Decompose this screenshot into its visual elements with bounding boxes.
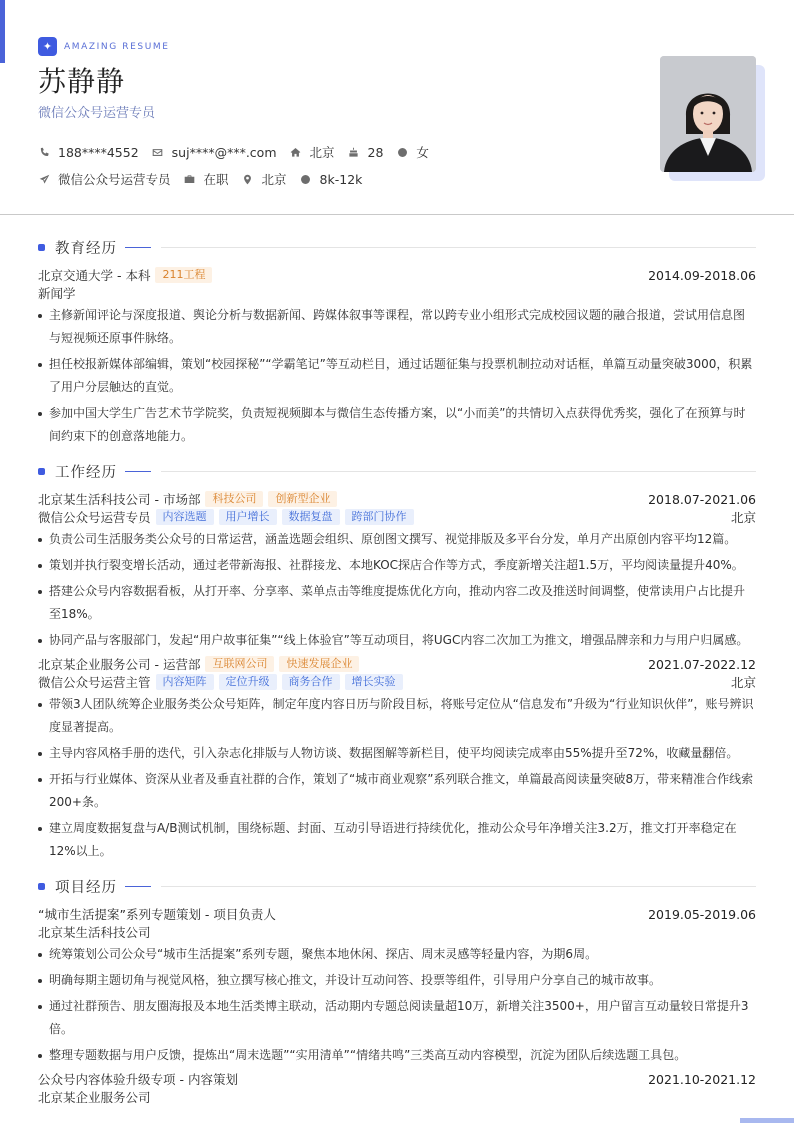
project-bullets (38, 943, 756, 1067)
gender-value: 女 (416, 145, 429, 160)
money-icon (300, 173, 312, 185)
project-org: 北京某生活科技公司 (38, 925, 151, 940)
list-item: 策划并执行裂变增长活动，通过老带新海报、社群接龙、本地KOC探店合作等方式，季度新增关注超1.5万，平均阅读量提升40%。 (38, 554, 756, 577)
status-item (184, 170, 229, 188)
briefcase-icon (184, 173, 196, 185)
school-name: 北京交通大学 - 本科 (38, 268, 151, 283)
education-bullets (38, 304, 756, 448)
section-header-projects (38, 873, 756, 899)
resume-header (38, 37, 638, 188)
education-date: 2014.09-2018.06 (648, 267, 756, 283)
age-value: 28 (367, 144, 384, 160)
job-date: 2018.07-2021.06 (648, 491, 756, 507)
list-item: 主修新闻评论与深度报道、舆论分析与数据新闻、跨媒体叙事等课程，常以跨专业小组形式完成校园议题的融合报道，尝试用信息图与短视频还原事件脉络。 (38, 304, 756, 350)
company-tag: 科技公司 (205, 491, 263, 507)
education-section (38, 234, 756, 448)
job-intent-row (38, 170, 638, 188)
home-item (290, 143, 335, 161)
section-line (161, 471, 756, 472)
gender-icon (396, 146, 408, 158)
education-header-row (38, 266, 756, 284)
role-row (38, 673, 756, 691)
company-row (38, 655, 756, 673)
section-header-work (38, 458, 756, 484)
job-date: 2021.07-2022.12 (648, 656, 756, 672)
section-accent-line (125, 471, 151, 472)
section-line (161, 886, 756, 887)
work-entry (38, 655, 756, 863)
brand-text: AMAZING RESUME (64, 41, 170, 52)
project-date: 2021.10-2021.12 (648, 1071, 756, 1087)
skill-tag: 定位升级 (219, 674, 277, 690)
job-location: 北京 (730, 510, 756, 525)
age-item (348, 145, 384, 160)
project-entry (38, 905, 756, 1067)
role-name: 微信公众号运营主管 (38, 675, 151, 690)
phone-item (38, 145, 139, 160)
list-item: 建立周度数据复盘与A/B测试机制，围绕标题、封面、互动引导语进行持续优化，推动公众号年净增关注3.2万，推文打开率稳定在12%以上。 (38, 817, 756, 863)
sparkle-icon: ✦ (38, 37, 57, 56)
section-marker (38, 883, 45, 890)
section-marker (38, 244, 45, 251)
status-value: 在职 (203, 172, 229, 187)
list-item: 协同产品与客服部门，发起“用户故事征集”“线上体验官”等互动项目，将UGC内容二次加工为推文，增强品牌亲和力与用户归属感。 (38, 629, 756, 652)
project-header-row (38, 1070, 756, 1088)
target-job-value: 微信公众号运营专员 (58, 172, 171, 187)
major-row (38, 284, 756, 302)
education-entry (38, 266, 756, 448)
role-name: 微信公众号运营专员 (38, 510, 151, 525)
section-marker (38, 468, 45, 475)
section-accent-line (125, 247, 151, 248)
list-item: 参加中国大学生广告艺术节学院奖，负责短视频脚本与微信生态传播方案，以“小而美”的共情切入点获得优秀奖，强化了在预算与时间约束下的创意落地能力。 (38, 402, 756, 448)
skill-tag: 数据复盘 (282, 509, 340, 525)
home-icon (290, 146, 302, 158)
list-item: 主导内容风格手册的迭代，引入杂志化排版与人物访谈、数据图解等新栏目，使平均阅读完成率由55%提升至72%，收藏量翻倍。 (38, 742, 756, 765)
location-item (242, 170, 287, 188)
header-divider (0, 214, 794, 215)
role-row (38, 508, 756, 526)
target-job-item (38, 170, 171, 188)
skill-tag: 内容选题 (156, 509, 214, 525)
candidate-title: 微信公众号运营专员 (38, 106, 156, 121)
section-header-education (38, 234, 756, 260)
company-name: 北京某生活科技公司 - 市场部 (38, 492, 201, 507)
cake-icon (348, 146, 360, 158)
school-tag: 211工程 (155, 267, 212, 283)
email-value: suj****@***.com (171, 144, 277, 160)
project-entry (38, 1070, 756, 1106)
company-tag: 创新型企业 (268, 491, 337, 507)
gender-item (396, 143, 429, 161)
projects-section (38, 873, 756, 1106)
company-name: 北京某企业服务公司 - 运营部 (38, 657, 201, 672)
project-name: 公众号内容体验升级专项 - 内容策划 (38, 1072, 238, 1087)
candidate-name: 苏静静 (38, 65, 126, 98)
work-entry (38, 490, 756, 652)
salary-value: 8k-12k (319, 171, 363, 187)
list-item: 负责公司生活服务类公众号的日常运营，涵盖选题会组织、原创图文撰写、视觉排版及多平台分发，单月产出原创内容平均12篇。 (38, 528, 756, 551)
work-section (38, 458, 756, 863)
brand (38, 37, 638, 56)
job-location: 北京 (730, 675, 756, 690)
section-title: 教育经历 (55, 240, 117, 257)
mail-icon (152, 146, 164, 158)
list-item: 通过社群预告、朋友圈海报及本地生活类博主联动，活动期内专题总阅读量超10万，新增关注3500+，用户留言互动量较日常提升3倍。 (38, 995, 756, 1041)
major-name: 新闻学 (38, 286, 76, 301)
home-value: 北京 (309, 145, 335, 160)
email-item (152, 145, 277, 160)
phone-value: 188****4552 (58, 144, 139, 160)
section-line (161, 247, 756, 248)
list-item: 整理专题数据与用户反馈，提炼出“周末选题”“实用清单”“情绪共鸣”三类高互动内容模型，沉淀为团队后续选题工具包。 (38, 1044, 756, 1067)
job-bullets (38, 693, 756, 863)
phone-icon (38, 146, 50, 158)
map-pin-icon (242, 173, 254, 185)
salary-item (300, 172, 363, 187)
skill-tag: 增长实验 (345, 674, 403, 690)
location-value: 北京 (261, 172, 287, 187)
skill-tag: 跨部门协作 (345, 509, 414, 525)
resume-body (38, 234, 756, 1116)
section-title: 工作经历 (55, 464, 117, 481)
list-item: 统筹策划公司公众号“城市生活提案”系列专题，聚焦本地休闲、探店、周末灵感等轻量内容，为期6周。 (38, 943, 756, 966)
company-tag: 互联网公司 (205, 656, 274, 672)
bottom-accent-bar (740, 1118, 794, 1123)
contact-row (38, 143, 638, 161)
section-accent-line (125, 886, 151, 887)
project-date: 2019.05-2019.06 (648, 906, 756, 922)
list-item: 明确每期主题切角与视觉风格，独立撰写核心推文，并设计互动问答、投票等组件，引导用户分享自己的城市故事。 (38, 969, 756, 992)
portrait-illustration (660, 56, 756, 172)
project-org: 北京某企业服务公司 (38, 1090, 151, 1105)
project-header-row (38, 905, 756, 923)
job-bullets (38, 528, 756, 652)
profile-photo (660, 56, 756, 172)
company-row (38, 490, 756, 508)
company-tag: 快速发展企业 (279, 656, 359, 672)
skill-tag: 用户增长 (219, 509, 277, 525)
project-org-row (38, 1088, 756, 1106)
send-icon (38, 173, 50, 185)
section-title: 项目经历 (55, 879, 117, 896)
list-item: 开拓与行业媒体、资深从业者及垂直社群的合作，策划了“城市商业观察”系列联合推文，单篇最高阅读量突破8万，带来精准合作线索200+条。 (38, 768, 756, 814)
list-item: 带领3人团队统筹企业服务类公众号矩阵，制定年度内容日历与阶段目标，将账号定位从“信息发布”升级为“行业知识伙伴”，账号辨识度显著提高。 (38, 693, 756, 739)
skill-tag: 商务合作 (282, 674, 340, 690)
skill-tag: 内容矩阵 (156, 674, 214, 690)
project-name: “城市生活提案”系列专题策划 - 项目负责人 (38, 907, 276, 922)
list-item: 搭建公众号内容数据看板，从打开率、分享率、菜单点击等维度提炼优化方向，推动内容二改及推送时间调整，使常读用户占比提升至18%。 (38, 580, 756, 626)
project-org-row (38, 923, 756, 941)
list-item: 担任校报新媒体部编辑，策划“校园探秘”“学霸笔记”等互动栏目，通过话题征集与投票机制拉动对话框，单篇互动量突破3000，积累了用户分层触达的直觉。 (38, 353, 756, 399)
left-accent-bar (0, 0, 5, 63)
